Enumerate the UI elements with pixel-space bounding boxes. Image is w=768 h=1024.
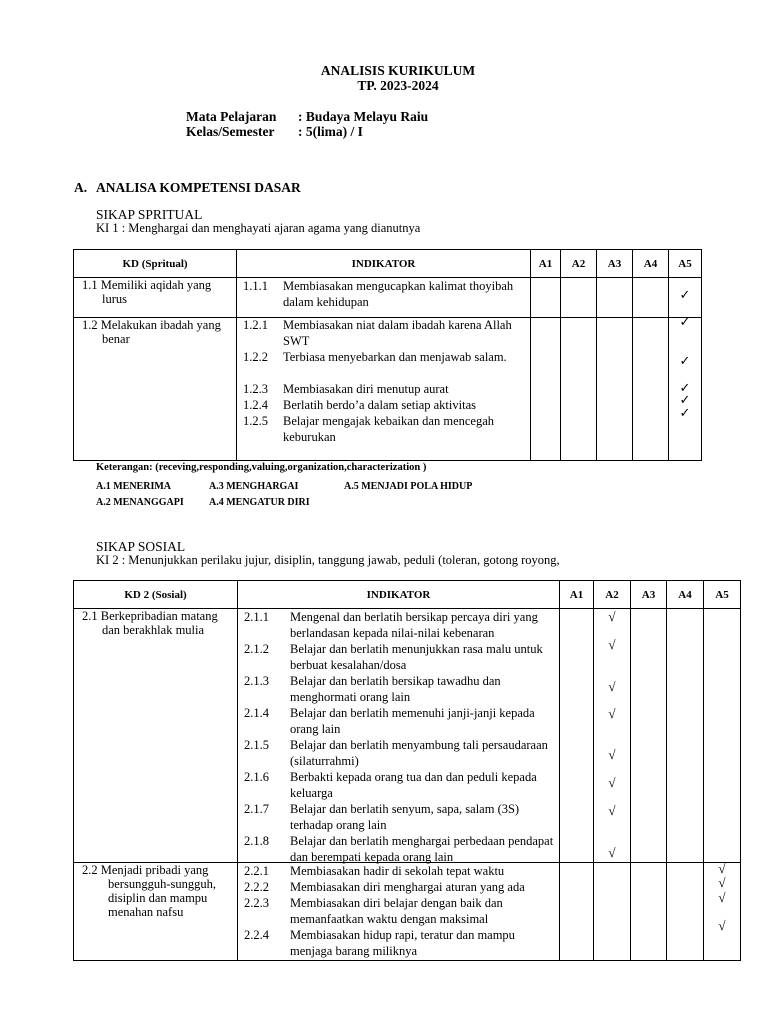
indicator-2-2-1: 2.2.1 Membiasakan hadir di sekolah tepat waktu <box>244 864 505 878</box>
header-a2: A2 <box>561 250 597 278</box>
kd-1-1: 1.1 Memiliki aqidah yang lurus <box>82 278 212 306</box>
check-icon: √ <box>608 775 616 790</box>
sosial-heading: SIKAP SOSIAL <box>96 539 186 554</box>
indicator-1-2-1: 1.2.1 Membiasakan niat dalam ibadah karena Allah SWT <box>243 318 512 348</box>
doc-year: TP. 2023-2024 <box>357 78 439 93</box>
check-icon: √ <box>608 747 616 762</box>
check-icon: √ <box>608 637 616 652</box>
section-a-letter: A. <box>74 180 88 195</box>
indicator-2-2-3: 2.2.3 Membiasakan diri belajar dengan baik dan memanfaatkan waktu dengan maksimal <box>244 896 503 926</box>
indicator-2-1-3: 2.1.3 Belajar dan berlatih bersikap tawadhu dan menghormati orang lain <box>244 674 501 704</box>
header-a1: A1 <box>560 581 594 609</box>
legend-a2: A.2 MENANGGAPI <box>96 497 184 508</box>
indicator-2-1-1: 2.1.1 Mengenal dan berlatih bersikap percaya diri yang berlandasan kepada nilai-nilai kebenaran <box>244 610 538 640</box>
indicator-2-1-5: 2.1.5 Belajar dan berlatih menyambung tali persaudaraan (silaturrahmi) <box>244 738 548 768</box>
header-a3: A3 <box>631 581 667 609</box>
spiritual-heading: SIKAP SPRITUAL <box>96 207 203 222</box>
indicator-1-2-4: 1.2.4 Berlatih berdo’a dalam setiap aktivitas <box>243 398 476 412</box>
check-icon: ✓ <box>679 287 691 302</box>
check-icon: ✓ <box>679 392 691 407</box>
indicator-2-2-4: 2.2.4 Membiasakan hidup rapi, teratur dan mampu menjaga barang miliknya <box>244 928 515 958</box>
indicator-2-2-2: 2.2.2 Membiasakan diri menghargai aturan yang ada <box>244 880 525 894</box>
doc-title: ANALISIS KURIKULUM <box>320 63 476 78</box>
keterangan-text: Keterangan: (receving,responding,valuing,organization,characterization ) <box>96 462 427 473</box>
legend-a1: A.1 MENERIMA <box>96 481 171 492</box>
kd-1-2: 1.2 Melakukan ibadah yang benar <box>82 318 221 346</box>
kd-2-2: 2.2 Menjadi pribadi yang bersungguh-sungguh, disiplin dan mampu menahan nafsu <box>82 863 216 919</box>
indicator-1-1-1: 1.1.1 Membiasakan mengucapkan kalimat thoyibah dalam kehidupan <box>243 279 514 309</box>
header-indikator: INDIKATOR <box>238 581 560 609</box>
spiritual-ki: KI 1 : Menghargai dan menghayati ajaran agama yang dianutnya <box>96 221 421 235</box>
header-a5: A5 <box>669 250 702 278</box>
header-indikator: INDIKATOR <box>237 250 531 278</box>
check-icon: √ <box>718 918 726 933</box>
check-icon: √ <box>608 609 616 624</box>
check-icon: √ <box>718 875 726 890</box>
indicator-2-1-7: 2.1.7 Belajar dan berlatih senyum, sapa, salam (3S) terhadap orang lain <box>244 802 520 832</box>
indicator-2-1-4: 2.1.4 Belajar dan berlatih memenuhi janji-janji kepada orang lain <box>244 706 535 736</box>
check-icon: ✓ <box>679 380 691 395</box>
indicator-2-1-6: 2.1.6 Berbakti kepada orang tua dan dan peduli kepada keluarga <box>244 770 537 800</box>
header-a2: A2 <box>594 581 631 609</box>
legend-a5: A.5 MENJADI POLA HIDUP <box>344 481 473 492</box>
sosial-ki: KI 2 : Menunjukkan perilaku jujur, disiplin, tanggung jawab, peduli (toleran, gotong royong, <box>96 553 560 567</box>
header-kd: KD (Spritual) <box>74 250 237 278</box>
header-a3: A3 <box>597 250 633 278</box>
header-a4: A4 <box>667 581 704 609</box>
indicator-2-1-8: 2.1.8 Belajar dan berlatih menghargai perbedaan pendapat dan berempati kepada orang lain <box>244 834 554 864</box>
indicator-2-1-2: 2.1.2 Belajar dan berlatih menunjukkan rasa malu untuk berbuat kesalahan/dosa <box>244 642 543 672</box>
check-icon: √ <box>608 706 616 721</box>
subject-label: Mata Pelajaran <box>186 109 277 124</box>
kd-2-1: 2.1 Berkepribadian matang dan berakhlak mulia <box>82 609 218 637</box>
indicator-1-2-5: 1.2.5 Belajar mengajak kebaikan dan mencegah keburukan <box>243 414 495 444</box>
indicator-1-2-3: 1.2.3 Membiasakan diri menutup aurat <box>243 382 449 396</box>
subject-value: : Budaya Melayu Raiu <box>298 109 429 124</box>
check-icon: √ <box>718 861 726 876</box>
class-value: : 5(lima) / I <box>298 124 363 139</box>
check-icon: ✓ <box>679 353 691 368</box>
check-icon: √ <box>608 803 616 818</box>
check-icon: √ <box>608 679 616 694</box>
check-icon: √ <box>608 845 616 860</box>
section-a-heading: ANALISA KOMPETENSI DASAR <box>96 180 301 195</box>
legend-a4: A.4 MENGATUR DIRI <box>209 497 310 508</box>
check-icon: ✓ <box>679 314 691 329</box>
header-a5: A5 <box>704 581 741 609</box>
class-label: Kelas/Semester <box>186 124 275 139</box>
header-kd: KD 2 (Sosial) <box>74 581 238 609</box>
header-a4: A4 <box>633 250 669 278</box>
header-a1: A1 <box>531 250 561 278</box>
spiritual-table <box>73 249 702 461</box>
check-icon: √ <box>718 890 726 905</box>
indicator-1-2-2: 1.2.2 Terbiasa menyebarkan dan menjawab salam. <box>243 350 507 364</box>
sosial-table <box>73 580 741 961</box>
check-icon: ✓ <box>679 405 691 420</box>
legend-a3: A.3 MENGHARGAI <box>209 481 299 492</box>
